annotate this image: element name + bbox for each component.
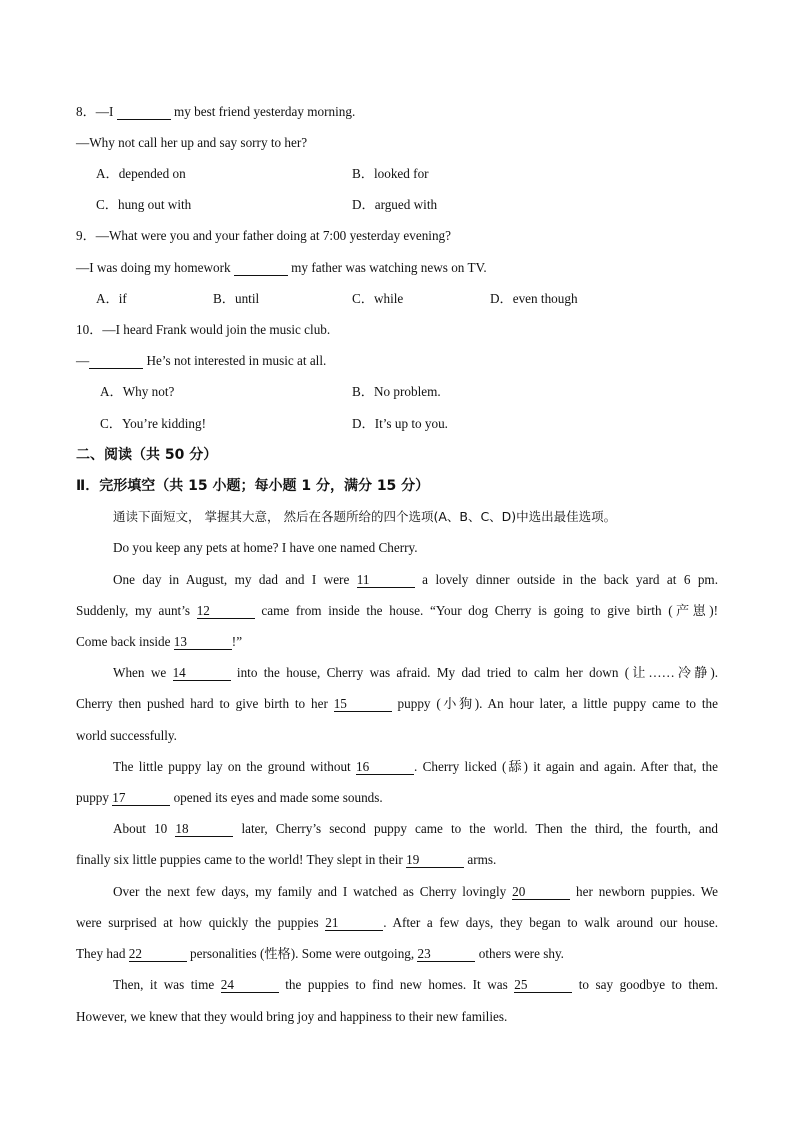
passage-paragraph-1: Do you keep any pets at home? I have one named Cherry.: [113, 540, 418, 555]
passage-line: One day in August, my dad and I were 11 a lovely dinner outside in the back yard at 6 pm.: [113, 572, 718, 587]
cloze-blank-14: 14: [173, 666, 231, 681]
option-c: C．You’re kidding!: [100, 416, 206, 431]
option-a: A．Why not?: [100, 384, 175, 399]
answer-blank: [234, 261, 288, 276]
option-d: D．It’s up to you.: [352, 416, 448, 431]
passage-line: puppy 17 opened its eyes and made some sounds.: [76, 790, 383, 805]
option-a: A．if: [96, 291, 127, 306]
passage-line: When we 14 into the house, Cherry was afraid. My dad tried to calm her down (让……冷静).: [113, 665, 719, 680]
option-a: A．depended on: [96, 166, 186, 181]
cloze-blank-18: 18: [175, 822, 233, 837]
question-number: 10．: [76, 322, 103, 337]
section-subtitle: Ⅱ．完形填空（共 15 小题；每小题 1 分，满分 15 分）: [76, 478, 430, 494]
question-10-reply: — He’s not interested in music at all.: [76, 353, 327, 368]
question-9-reply: —I was doing my homework my father was watching news on TV.: [76, 260, 487, 275]
passage-line: Over the next few days, my family and I watched as Cherry lovingly 20 her newborn puppies. We: [113, 884, 719, 899]
option-d: D．even though: [490, 291, 578, 306]
section-title: 二、阅读（共 50 分）: [76, 447, 218, 463]
passage-line: world successfully.: [76, 728, 177, 743]
passage-line: Come back inside 13 !”: [76, 634, 243, 649]
option-b: B．looked for: [352, 166, 429, 181]
cloze-blank-16: 16: [356, 760, 414, 775]
option-d: D．argued with: [352, 197, 438, 212]
cloze-blank-22: 22: [129, 947, 187, 962]
question-9-prompt: 9．—What were you and your father doing at 7:00 yesterday evening?: [76, 228, 451, 243]
section-instruction: 通读下面短文， 掌握其大意， 然后在各题所给的四个选项(A、B、C、D)中选出最佳选项。: [113, 509, 617, 524]
cloze-blank-13: 13: [174, 635, 232, 650]
cloze-blank-21: 21: [325, 916, 383, 931]
answer-blank: [117, 105, 171, 120]
cloze-blank-17: 17: [112, 791, 170, 806]
cloze-blank-12: 12: [197, 604, 255, 619]
cloze-blank-19: 19: [406, 853, 464, 868]
passage-line: Then, it was time 24 the puppies to find new homes. It was 25 to say goodbye to them.: [113, 977, 718, 992]
passage-line: were surprised at how quickly the puppies 21 . After a few days, they began to walk around our house.: [76, 915, 718, 930]
option-b: B．No problem.: [352, 384, 441, 399]
question-8-reply: —Why not call her up and say sorry to her?: [76, 135, 308, 150]
passage-line: However, we knew that they would bring joy and happiness to their new families.: [76, 1009, 508, 1024]
question-number: 9．: [76, 228, 96, 243]
question-10-prompt: 10．—I heard Frank would join the music club.: [76, 322, 331, 337]
cloze-blank-20: 20: [512, 885, 570, 900]
cloze-blank-23: 23: [417, 947, 475, 962]
passage-line: Cherry then pushed hard to give birth to her 15 puppy (小狗). An hour later, a little puppy came to the: [76, 696, 718, 711]
passage-line: Suddenly, my aunt’s 12 came from inside the house. “Your dog Cherry is going to give birth (产崽)!: [76, 603, 718, 618]
cloze-blank-24: 24: [221, 978, 279, 993]
passage-line: The little puppy lay on the ground without 16 . Cherry licked (舔) it again and again. After that, the: [113, 759, 718, 774]
option-b: B．until: [213, 291, 260, 306]
option-c: C．while: [352, 291, 404, 306]
passage-line: They had 22 personalities (性格). Some were outgoing, 23 others were shy.: [76, 946, 564, 961]
cloze-blank-25: 25: [514, 978, 572, 993]
passage-line: About 10 18 later, Cherry’s second puppy came to the world. Then the third, the fourth, and: [113, 821, 719, 836]
option-c: C．hung out with: [96, 197, 192, 212]
passage-line: finally six little puppies came to the world! They slept in their 19 arms.: [76, 852, 497, 867]
cloze-blank-15: 15: [334, 697, 392, 712]
question-8-prompt: 8．—I my best friend yesterday morning.: [76, 104, 356, 119]
question-number: 8．: [76, 104, 96, 119]
cloze-blank-11: 11: [357, 573, 415, 588]
answer-blank: [89, 354, 143, 369]
